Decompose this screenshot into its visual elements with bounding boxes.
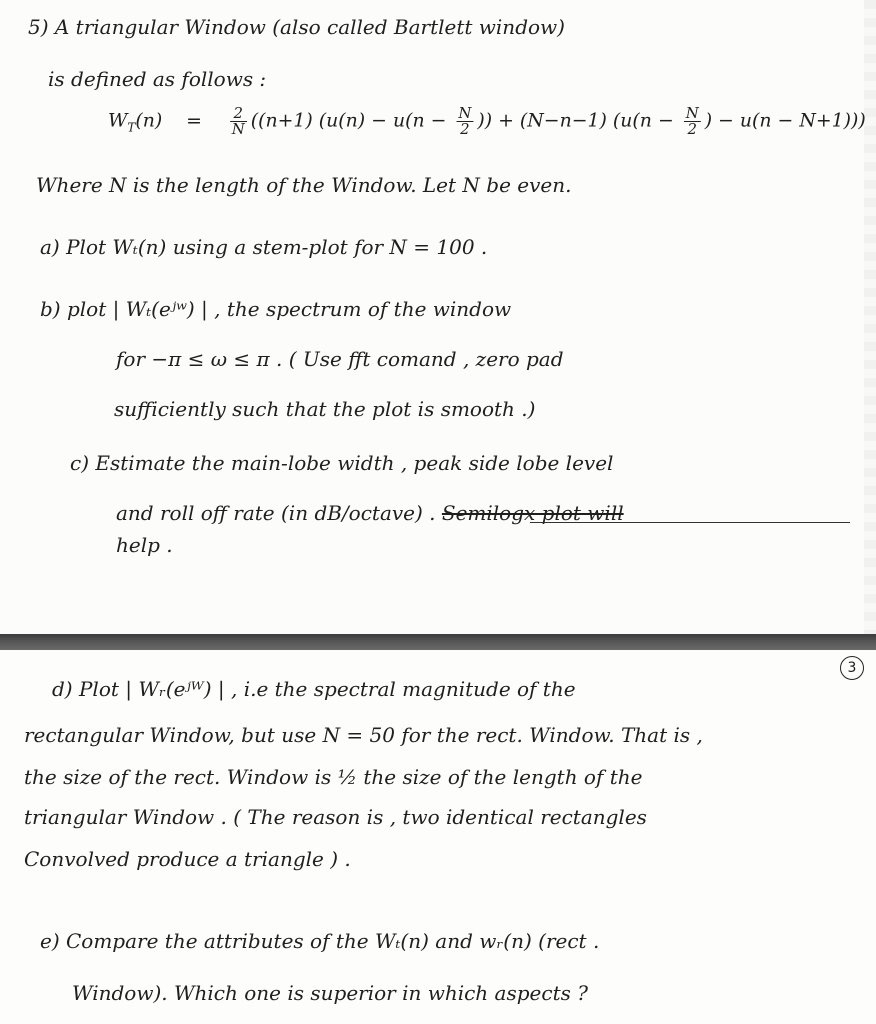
- part-c-line-2-text: and roll off rate (in dB/octave) .: [116, 501, 442, 525]
- bartlett-formula: [108, 106, 866, 137]
- part-d-line-3: the size of the rect. Window is ½ the size of the length of the: [24, 765, 643, 789]
- page-number-circle: [840, 656, 864, 680]
- coef-denominator: N: [231, 120, 245, 138]
- frac1-denominator: 2: [460, 120, 470, 138]
- problem-intro-line-1: 5) A triangular Window (also called Bartlett window): [28, 15, 565, 39]
- part-c-struck-text: Semilogx plot will: [441, 501, 624, 525]
- formula-lhs: W: [108, 109, 128, 132]
- part-d-line-4: triangular Window . ( The reason is , two identical rectangles: [24, 805, 647, 829]
- formula-equals: =: [186, 109, 202, 132]
- formula-fraction-1: [456, 106, 473, 137]
- formula-body-part-2: )) + (N−n−1) (u(n −: [477, 109, 680, 132]
- handwritten-page-bottom: [0, 650, 876, 1024]
- part-b-line-1: b) plot | Wₜ(eʲʷ) | , the spectrum of the window: [40, 297, 512, 321]
- part-b-line-3: sufficiently such that the plot is smooth .): [114, 397, 536, 421]
- formula-lhs-argument: (n): [135, 109, 163, 132]
- part-d-line-2: rectangular Window, but use N = 50 for the rect. Window. That is ,: [24, 723, 703, 747]
- page-edge: [864, 0, 876, 634]
- part-a: a) Plot Wₜ(n) using a stem-plot for N = 100 .: [40, 235, 488, 259]
- formula-fraction-2: [684, 106, 701, 137]
- frac2-denominator: 2: [687, 120, 697, 138]
- page-separator: [0, 634, 876, 650]
- where-line: Where N is the length of the Window. Let N be even.: [36, 173, 572, 197]
- part-e-line-2: Window). Which one is superior in which aspects ?: [72, 981, 588, 1005]
- formula-body-part-1: ((n+1) (u(n) − u(n −: [250, 109, 453, 132]
- formula-coefficient: [230, 106, 247, 137]
- part-c-line-3: help .: [116, 533, 173, 557]
- problem-intro-line-2: is defined as follows :: [48, 67, 267, 91]
- struck-text-underline: [530, 522, 850, 523]
- frac2-numerator: N: [685, 104, 699, 122]
- formula-lhs-subscript: T: [127, 120, 136, 135]
- coef-numerator: 2: [230, 106, 247, 122]
- page-number: 3: [847, 660, 857, 676]
- formula-body-part-3: ) − u(n − N+1))): [704, 109, 866, 132]
- part-d-line-5: Convolved produce a triangle ) .: [24, 847, 351, 871]
- part-c-line-1: c) Estimate the main-lobe width , peak side lobe level: [70, 451, 614, 475]
- part-b-line-2: for −π ≤ ω ≤ π . ( Use fft comand , zero pad: [116, 347, 564, 371]
- frac1-numerator: N: [458, 104, 472, 122]
- part-d-line-1: d) Plot | Wᵣ(eʲᵂ) | , i.e the spectral magnitude of the: [52, 677, 576, 701]
- part-e-line-1: e) Compare the attributes of the Wₜ(n) and wᵣ(n) (rect .: [40, 929, 600, 953]
